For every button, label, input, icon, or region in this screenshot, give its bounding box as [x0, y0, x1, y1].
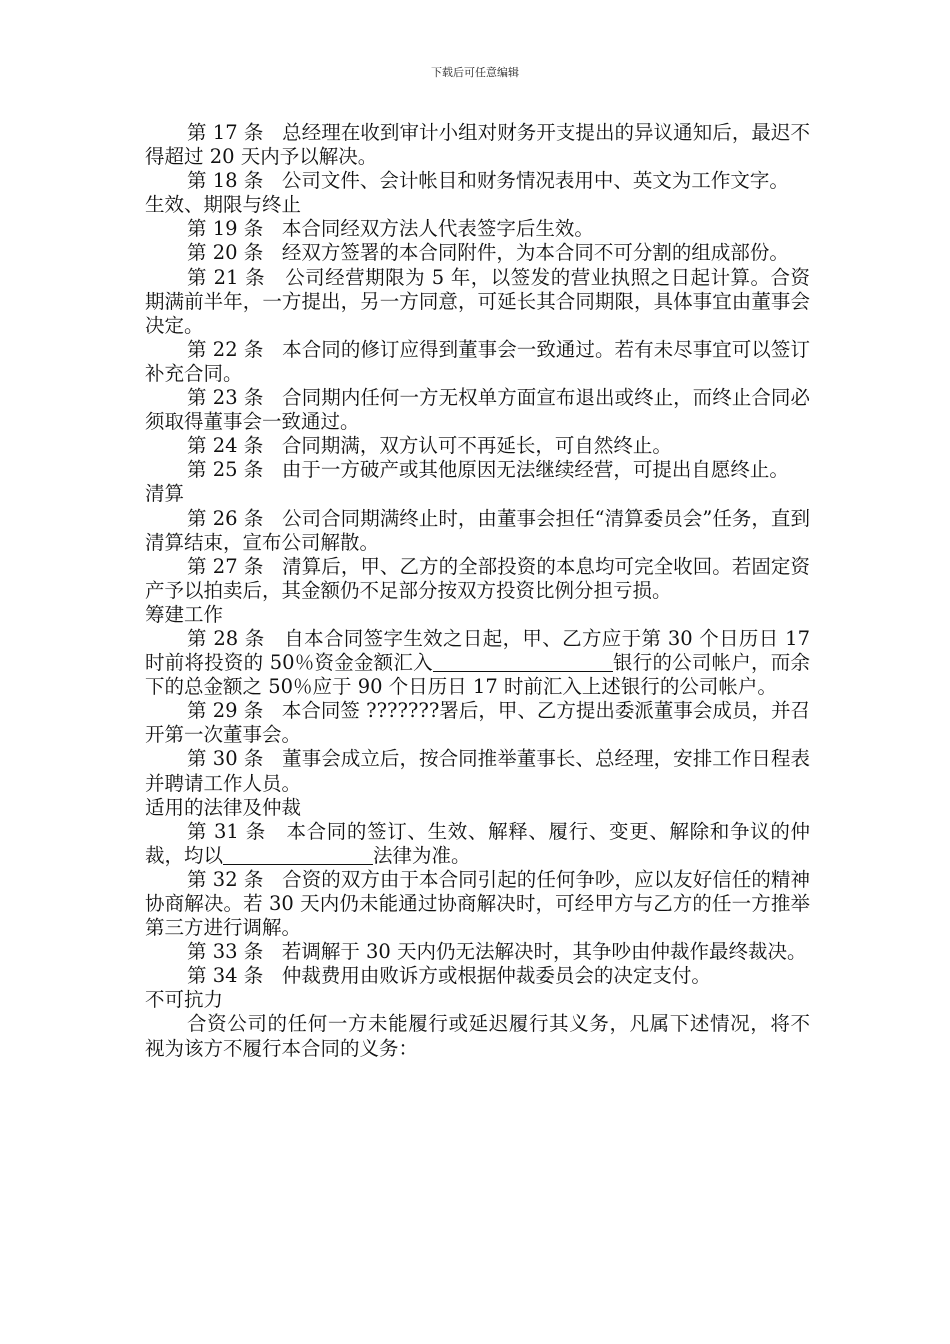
- section-heading: 适用的法律及仲裁: [145, 795, 302, 819]
- article-21: [145, 266, 810, 338]
- article-33: [145, 940, 810, 964]
- section-heading: 筹建工作: [145, 602, 224, 626]
- article-text: 经双方签署的本合同附件，为本合同不可分割的组成部份。: [281, 241, 789, 265]
- article-number: 第 24 条: [187, 434, 264, 458]
- article-text: 银行的公司帐户，而余下的总金额之 50％应于 90 个日历日 17 时前汇入上述银行的公司帐户。: [145, 651, 810, 699]
- article-17: [145, 121, 810, 169]
- article-number: 第 28 条: [187, 626, 265, 650]
- article-text: 本合同的签订、生效、解释、履行、变更、解除和争议的仲裁，均以: [145, 819, 810, 867]
- article-29: [145, 699, 810, 747]
- article-text: 本合同的修订应得到董事会一致通过。若有未尽事宜可以签订补充合同。: [145, 337, 810, 385]
- article-text: 董事会成立后，按合同推举董事长、总经理，安排工作日程表并聘请工作人员。: [145, 747, 810, 795]
- section-heading: 清算: [145, 482, 185, 506]
- article-27: [145, 555, 810, 603]
- article-text: 合资的双方由于本合同引起的任何争吵，应以友好信任的精神协商解决。若 30 天内仍未能通过协商解决时，可经甲方与乙方的任一方推举第三方进行调解。: [145, 867, 810, 940]
- article-text: 清算后，甲、乙方的全部投资的本息均可完全收回。若固定资产予以拍卖后，其金额仍不足部分按双方投资比例分担亏损。: [145, 554, 810, 602]
- article-text: 公司经营期限为 5 年，以签发的营业执照之日起计算。合资期满前半年，一方提出，另一方同意，可延长其合同期限，具体事宜由董事会决定。: [145, 265, 810, 337]
- article-text: 公司合同期满终止时，由董事会担任“清算委员会”任务，直到清算结束，宣布公司解散。: [145, 506, 810, 554]
- article-number: 第 29 条: [187, 699, 264, 723]
- article-20: [145, 241, 810, 265]
- article-text: 自本合同签字生效之日起，甲、乙方应于第 30 个日历日 17 时前将投资的 50％资金金额汇入: [145, 626, 810, 675]
- article-number: 第 18 条: [187, 169, 264, 193]
- bank-name-blank: [433, 653, 613, 672]
- article-number: 第 22 条: [187, 337, 264, 361]
- article-number: 第 32 条: [187, 867, 264, 891]
- article-text: 本合同签 ???????署后，甲、乙方提出委派董事会成员，并召开第一次董事会。: [145, 699, 810, 747]
- article-text: 若调解于 30 天内仍无法解决时，其争吵由仲裁作最终裁决。: [281, 940, 807, 964]
- article-text: 法律为准。: [373, 843, 471, 867]
- article-text: 总经理在收到审计小组对财务开支提出的异议通知后，最迟不得超过 20 天内予以解决。: [145, 121, 810, 169]
- article-text: 本合同经双方法人代表签字后生效。: [281, 217, 594, 241]
- article-23: [145, 386, 810, 434]
- article-number: 第 23 条: [187, 386, 264, 410]
- article-number: 第 30 条: [187, 747, 264, 771]
- article-31: [145, 820, 810, 868]
- article-number: 第 17 条: [187, 121, 264, 144]
- article-text: 公司文件、会计帐目和财务情况表用中、英文为工作文字。: [281, 169, 789, 193]
- article-text: 仲裁费用由败诉方或根据仲裁委员会的决定支付。: [281, 964, 711, 988]
- article-34: [145, 964, 810, 988]
- article-number: 第 27 条: [187, 554, 264, 578]
- article-26: [145, 507, 810, 555]
- article-24: [145, 434, 810, 458]
- paragraph-force-majeure: 合资公司的任何一方未能履行或延迟履行其义务，凡属下述情况，将不视为该方不履行本合同的义务：: [145, 1012, 810, 1060]
- article-number: 第 20 条: [187, 241, 264, 265]
- article-19: [145, 217, 810, 241]
- article-32: [145, 868, 810, 940]
- article-18: [145, 169, 810, 193]
- article-text: 合同期内任何一方无权单方面宣布退出或终止，而终止合同必须取得董事会一致通过。: [145, 386, 810, 434]
- article-number: 第 19 条: [187, 217, 264, 241]
- page-header: 下载后可任意编辑: [431, 66, 519, 79]
- article-number: 第 25 条: [187, 458, 264, 482]
- article-text: 由于一方破产或其他原因无法继续经营，可提出自愿终止。: [281, 458, 789, 482]
- article-number: 第 26 条: [187, 506, 264, 530]
- article-28: [145, 627, 810, 699]
- article-25: [145, 458, 810, 482]
- article-30: [145, 747, 810, 795]
- section-heading: 不可抗力: [145, 988, 224, 1012]
- document-body: [145, 121, 810, 1061]
- article-number: 第 21 条: [187, 265, 266, 289]
- article-text: 合同期满，双方认可不再延长，可自然终止。: [281, 434, 672, 458]
- article-number: 第 33 条: [187, 940, 264, 964]
- section-heading: 生效、期限与终止: [145, 193, 302, 217]
- article-number: 第 34 条: [187, 964, 264, 988]
- article-22: [145, 338, 810, 386]
- law-blank: [223, 846, 373, 865]
- article-number: 第 31 条: [187, 819, 266, 843]
